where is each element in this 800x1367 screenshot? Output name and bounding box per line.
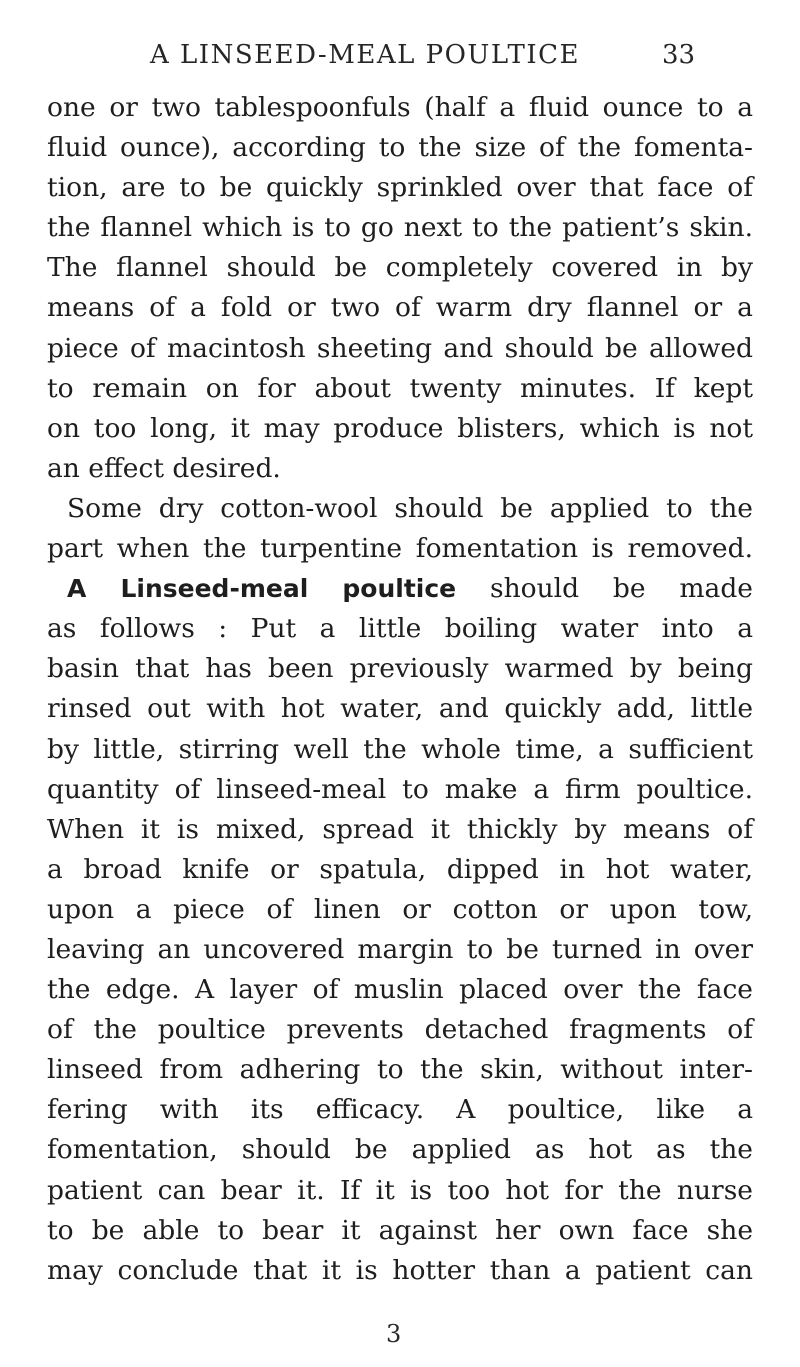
text-line: the edge. A layer of muslin placed over the face [47, 974, 753, 1006]
emphasis-line [47, 569, 753, 609]
page-number: 33 [662, 40, 696, 70]
text-line: The flannel should be completely covered in by [47, 252, 753, 284]
text-line: a broad knife or spatula, dipped in hot water, [47, 853, 753, 885]
text-line: linseed from adhering to the skin, without inter- [47, 1054, 753, 1086]
text-line: quantity of linseed-meal to make a firm poultice. [47, 773, 753, 805]
text-line: means of a fold or two of warm dry flannel or a [47, 292, 753, 324]
signature-mark: 3 [386, 1320, 402, 1348]
text-line: to be able to bear it against her own face she [47, 1214, 753, 1246]
text-line: as follows : Put a little boiling water into a [47, 613, 753, 645]
text-line: Some dry cotton-wool should be applied to the [67, 492, 753, 524]
text-line: an effect desired. [47, 452, 281, 484]
text-line: When it is mixed, spread it thickly by means of [47, 813, 753, 845]
text-line: may conclude that it is hotter than a patient can [47, 1254, 753, 1286]
emphasis-line-rest: should be made [456, 573, 753, 605]
text-line: fluid ounce), according to the size of the fomenta- [47, 132, 753, 164]
text-line: basin that has been previously warmed by being [47, 653, 753, 685]
text-line: by little, stirring well the whole time, a sufficient [47, 733, 753, 765]
text-line: tion, are to be quickly sprinkled over that face of [47, 172, 753, 204]
text-line: rinsed out with hot water, and quickly add, little [47, 693, 753, 725]
text-line: one or two tablespoonfuls (half a fluid ounce to a [47, 92, 753, 123]
text-line: the flannel which is to go next to the patient’s skin. [47, 212, 753, 244]
text-line: of the poultice prevents detached fragments of [47, 1014, 753, 1046]
text-line: leaving an uncovered margin to be turned in over [47, 933, 753, 965]
text-line: fering with its efficacy. A poultice, like a [47, 1094, 753, 1126]
text-line: patient can bear it. If it is too hot for the nurse [47, 1174, 753, 1206]
text-line: to remain on for about twenty minutes. If kept [47, 372, 753, 404]
text-line: on too long, it may produce blisters, which is not [47, 412, 753, 444]
text-line: part when the turpentine fomentation is removed. [47, 533, 753, 565]
body-text [47, 88, 753, 1291]
text-line: upon a piece of linen or cotton or upon tow, [47, 893, 753, 925]
text-line: piece of macintosh sheeting and should be allowed [47, 332, 753, 364]
text-line: fomentation, should be applied as hot as the [47, 1134, 753, 1166]
running-title: A LINSEED-MEAL POULTICE [150, 40, 580, 70]
linseed-meal-heading: A Linseed-meal poultice [67, 574, 457, 604]
